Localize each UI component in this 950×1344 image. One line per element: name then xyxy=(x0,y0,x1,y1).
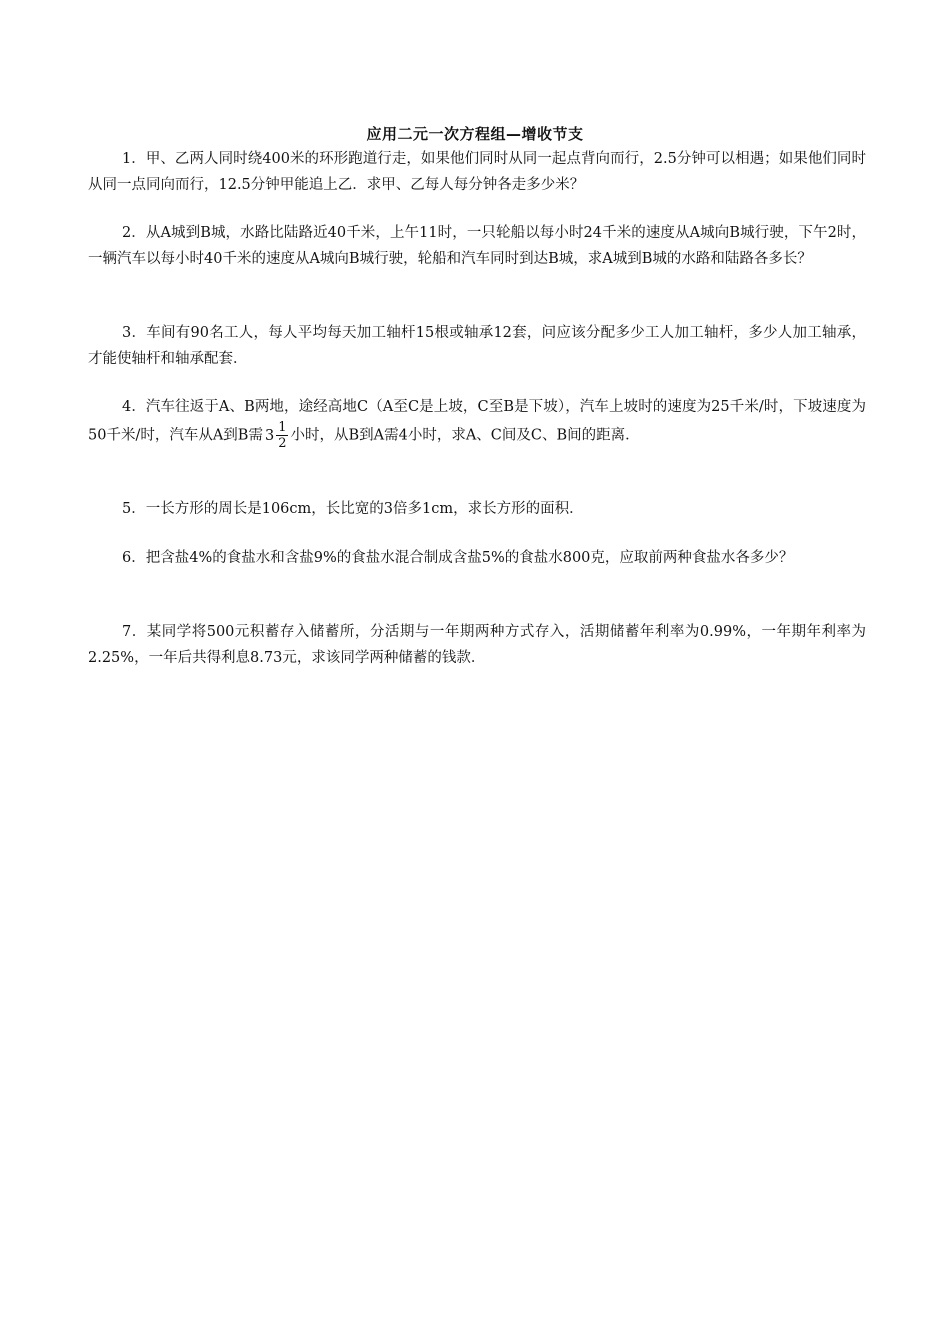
mixed-number-fraction xyxy=(276,420,288,451)
fraction-numerator: 1 xyxy=(278,420,287,435)
mixed-number-whole: 3 xyxy=(264,427,275,444)
problem-5: 5．一长方形的周长是106cm，长比宽的3倍多1cm，求长方形的面积． xyxy=(122,501,584,517)
problem-2: 2．从A城到B城，水路比陆路近40千米，上午11时，一只轮船以每小时24千米的速度从A城向B城行驶，下午2时，一辆汽车以每小时40千米的速度从A城向B城行驶，轮船和汽车同时到达B城，求A城到B城的水路和陆路各多长？ xyxy=(88,225,866,267)
page-title: 应用二元一次方程组—增收节支 xyxy=(366,125,584,143)
problem-4-text-before: 4．汽车往返于A、B两地，途经高地C（A至C是上坡，C至B是下坡），汽车上坡时的速度为25千米/时，下坡速度为50千米/时，汽车从A到B需 xyxy=(88,399,866,444)
problem-4 xyxy=(88,394,866,451)
problem-7: 7．某同学将500元积蓄存入储蓄所，分活期与一年期两种方式存入，活期储蓄年利率为0.99%，一年期年利率为2.25%，一年后共得利息8.73元，求该同学两种储蓄的钱款． xyxy=(88,624,866,666)
problem-3: 3．车间有90名工人，每人平均每天加工轴杆15根或轴承12套，问应该分配多少工人加工轴杆，多少人加工轴承，才能使轴杆和轴承配套． xyxy=(88,325,866,367)
problem-4-text-after: 小时，从B到A需4小时，求A、C间及C、B间的距离． xyxy=(290,427,640,444)
problem-6: 6．把含盐4%的食盐水和含盐9%的食盐水混合制成含盐5%的食盐水800克，应取前两种食盐水各多少？ xyxy=(122,550,794,566)
fraction-denominator: 2 xyxy=(278,436,287,451)
problem-1: 1．甲、乙两人同时绕400米的环形跑道行走，如果他们同时从同一起点背向而行，2.5分钟可以相遇；如果他们同时从同一点同向而行，12.5分钟甲能追上乙．求甲、乙每人每分钟各走多少米？ xyxy=(88,151,866,193)
